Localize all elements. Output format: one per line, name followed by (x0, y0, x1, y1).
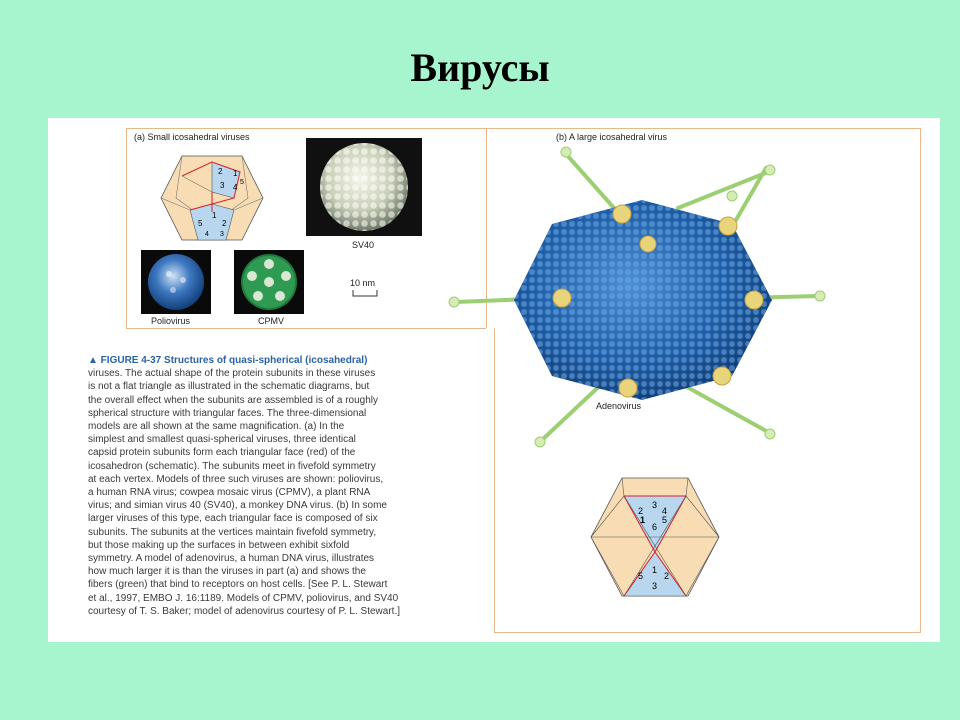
adenovirus-label: Adenovirus (596, 401, 642, 411)
large-schematic-number: 2 (664, 571, 670, 581)
panel-b-outline-bottom (494, 632, 921, 633)
small-icosahedron-schematic (160, 152, 264, 244)
large-schematic-number: 1 (652, 565, 658, 575)
scale-bar-label: 10 nm (350, 278, 376, 288)
small-schematic-number: 4 (205, 231, 209, 238)
large-schematic-number: 6 (652, 522, 658, 532)
large-schematic-number: 3 (652, 500, 658, 510)
panel-b-outline-top (486, 128, 920, 129)
caption-line: a human RNA virus; cowpea mosaic virus (CPMV), a plant RNA (88, 487, 371, 499)
panel-a-label: (a) Small icosahedral viruses (134, 132, 250, 142)
caption-line: at each vertex. Models of three such viruses are shown: poliovirus, (88, 473, 384, 485)
adenovirus-model (416, 140, 836, 470)
cpmv-label: CPMV (258, 316, 285, 326)
large-schematic-number: 5 (638, 571, 644, 581)
caption-line: capsid protein subunits form each triangular face (red) of the (88, 447, 356, 459)
figure-panel (48, 118, 940, 642)
small-schematic-number: 5 (240, 179, 244, 186)
small-schematic-number: 2 (222, 219, 227, 228)
panel-a-outline-top (126, 128, 486, 129)
caption-line: virus; and simian virus 40 (SV40), a monkey DNA virus. (b) In some (88, 500, 387, 512)
scale-bar (352, 290, 378, 298)
caption-line: viruses. The actual shape of the protein subunits in these viruses (88, 368, 376, 380)
small-schematic-number: 4 (233, 183, 238, 192)
small-schematic-number: 5 (198, 219, 203, 228)
small-schematic-number: 3 (220, 181, 225, 190)
caption-line: icosahedron (schematic). The subunits meet in fivefold symmetry (88, 460, 376, 472)
panel-b-outline-right (920, 128, 921, 632)
caption-line: is not a flat triangle as illustrated in the schematic diagrams, but (88, 381, 370, 393)
poliovirus-label: Poliovirus (151, 316, 191, 326)
large-schematic-number: 5 (662, 515, 668, 525)
caption-heading: ▲ FIGURE 4-37 Structures of quasi-spherical (icosahedral) (88, 355, 368, 366)
small-schematic-number: 2 (218, 167, 223, 176)
small-schematic-number: 1 (233, 169, 238, 178)
caption-line: how much larger it is than the viruses in part (a) and shows the (88, 566, 366, 578)
large-icosahedron-schematic (590, 474, 720, 600)
large-schematic-number: 2 (638, 506, 644, 516)
panel-b-label: (b) A large icosahedral virus (556, 132, 668, 142)
sv40-model (306, 138, 422, 236)
sv40-label: SV40 (352, 240, 375, 250)
large-schematic-number: 3 (652, 581, 658, 591)
caption-line: et al., 1997, EMBO J. 16:1189. Models of CPMV, poliovirus, and SV40 (88, 592, 399, 604)
caption-line: courtesy of T. S. Baker; model of adenovirus courtesy of P. L. Stewart.] (88, 605, 401, 617)
poliovirus-model (141, 250, 211, 314)
slide-title: Вирусы (410, 45, 550, 90)
large-schematic-number: 1 (640, 515, 646, 525)
caption-line: larger viruses of this type, each triangular face is composed of six (88, 513, 378, 525)
caption-line: simplest and smallest quasi-spherical viruses, three identical (88, 434, 356, 446)
small-schematic-number: 1 (212, 211, 217, 220)
caption-line: but those making up the surfaces in between exhibit sixfold (88, 539, 350, 551)
caption-line: subunits. The subunits at the vertices maintain fivefold symmetry, (88, 526, 377, 538)
small-schematic-number: 3 (220, 231, 224, 238)
large-schematic-number: 4 (662, 506, 668, 516)
cpmv-model (234, 250, 304, 314)
caption-line: symmetry. A model of adenovirus, a human DNA virus, illustrates (88, 553, 375, 565)
caption-line: fibers (green) that bind to receptors on host cells. [See P. L. Stewart (88, 579, 388, 591)
caption-line: the overall effect when the subunits are assembled is of a roughly (88, 394, 378, 406)
panel-a-outline-left (126, 128, 127, 328)
caption-line: spherical structure with triangular faces. The three-dimensional (88, 407, 367, 419)
caption-line: models are all shown at the same magnification. (a) In the (88, 421, 345, 433)
